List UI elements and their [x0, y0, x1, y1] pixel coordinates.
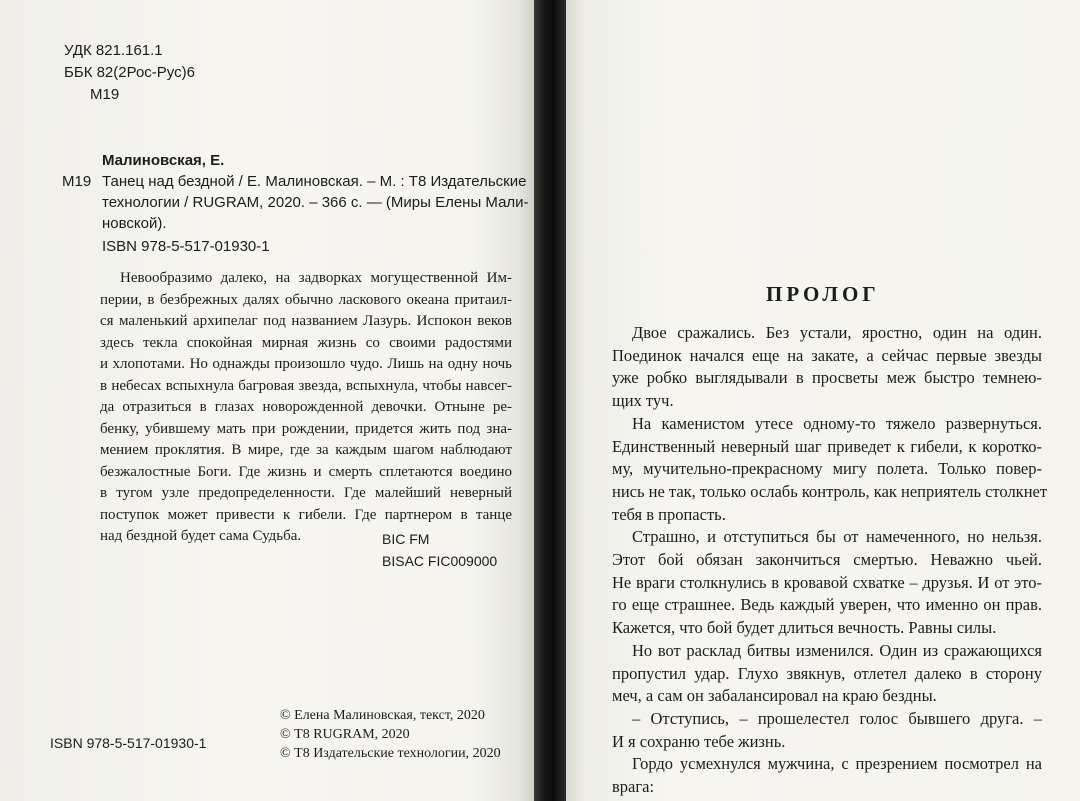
bbk-code: ББК 82(2Рос-Рус)6: [64, 64, 195, 81]
prose-line: Двое сражались. Без устали, яростно, один на один.: [632, 323, 1042, 342]
prose-line: Не враги столкнулись в кровавой схватке – друзья. И от это-: [612, 572, 1042, 592]
classification-codes: [64, 40, 195, 106]
annotation-line: бенку, убившему мать при рождении, придется жить под зна-: [100, 420, 512, 437]
isbn-bottom: ISBN 978-5-517-01930-1: [50, 735, 207, 751]
copyright-notices: [280, 706, 501, 763]
isbn-top: ISBN 978-5-517-01930-1: [102, 238, 270, 255]
udk-code: УДК 821.161.1: [64, 42, 163, 59]
copyright-line: © Т8 RUGRAM, 2020: [280, 727, 410, 742]
annotation-line: в тугом узле предопределенности. Где малейший неверный: [100, 485, 512, 501]
prose-line: Кажется, что бой будет длиться вечность. Равны силы.: [612, 618, 997, 638]
annotation-line: поступок может привести к гибели. Где партнером в танце: [100, 506, 512, 523]
annotation-line: ся маленький архипелаг под названием Лазурь. Испокон веков: [100, 313, 512, 329]
prose-line: нись не так, только ослабь контроль, как неприятель столкнет: [612, 481, 1048, 501]
author-heading: Малиновская, Е.: [102, 152, 225, 169]
bisac-code: BISAC FIC009000: [382, 553, 498, 569]
entry-line: технологии / RUGRAM, 2020. – 366 с. — (Миры Елены Мали-: [102, 194, 529, 211]
prose-line: тебя в пропасть.: [612, 504, 726, 524]
bibliographic-record: [62, 150, 529, 234]
prose-line: Единственный неверный шаг приведет к гибели, к коротко-: [612, 436, 1042, 456]
annotation-line: в небесах вспыхнула багровая звезда, вспыхнула, чтобы навсег-: [100, 377, 512, 394]
annotation-line: над бездной будет сама Судьба.: [100, 528, 302, 544]
prose-line: му, мучительно-прекрасному мигу полета. Только повер-: [612, 459, 1042, 479]
annotation-line: безжалостные Боги. Где жизнь и смерть сплетаются воедино: [100, 463, 512, 480]
prose-line: На каменистом утесе одному-то тяжело развернуться.: [632, 413, 1042, 433]
book-gutter: [534, 0, 566, 801]
prose-line: пропустил удар. Глухо звякнув, отлетел далеко в сторону: [612, 663, 1042, 683]
right-page: [566, 0, 1080, 801]
prose-line: меч, а сам он забалансировал на краю бездны.: [612, 686, 937, 706]
author-mark: М19: [90, 86, 120, 103]
annotation-line: Невообразимо далеко, на задворках могущественной Им-: [120, 270, 512, 286]
prose-line: И я сохраню тебе жизнь.: [612, 731, 786, 751]
copyright-line: © Т8 Издательские технологии, 2020: [280, 746, 501, 761]
prose-line: Поединок начался еще на закате, а сейчас первые звезды: [612, 345, 1042, 365]
prose-line: Страшно, и отступиться бы от намеченного, но нельзя.: [632, 527, 1042, 547]
entry-lines: [102, 171, 529, 234]
chapter-title: ПРОЛОГ: [766, 282, 880, 306]
bic-code: BIC FM: [382, 531, 430, 547]
prose-line: Но вот расклад битвы изменился. Один из сражающихся: [632, 640, 1042, 660]
copyright-line: © Елена Малиновская, текст, 2020: [280, 708, 485, 723]
prologue-text: [612, 322, 1048, 799]
entry-line: Танец над бездной / Е. Малиновская. – М. : Т8 Издательские: [102, 173, 527, 190]
annotation-line: перии, в безбрежных далях обычно ласкового океана притаил-: [100, 291, 512, 308]
left-page: [0, 0, 534, 801]
annotation-line: мением проклятия. В мире, где за каждым шагом наблюдают: [100, 442, 512, 458]
annotation-line: и хлопотами. Но однажды произошло чудо. Лишь на одну ночь: [100, 356, 512, 372]
prose-line: Гордо усмехнулся мужчина, с презрением посмотрел на: [632, 754, 1042, 774]
entry-line: новской).: [102, 215, 167, 232]
bibliographic-entry: [62, 171, 529, 234]
annotation: [100, 268, 512, 548]
prose-line: го еще страшнее. Ведь каждый уверен, что именно он прав.: [612, 595, 1042, 615]
prose-line: – Отступись, – прошелестел голос бывшего друга. –: [632, 708, 1042, 728]
prose-line: уже робко выглядывали в просветы меж быстро темнею-: [612, 368, 1042, 388]
annotation-line: здесь текла спокойная мирная жизнь со своими радостями: [100, 334, 512, 351]
annotation-line: да отразиться в глазах новорожденной девочки. Отныне ре-: [100, 399, 512, 415]
subject-codes: [382, 528, 497, 572]
entry-author-mark: М19: [62, 173, 92, 190]
prose-line: врага:: [612, 777, 655, 797]
prose-line: щих туч.: [612, 391, 674, 411]
prose-line: Этот бой обязан закончиться смертью. Неважно чьей.: [612, 550, 1042, 570]
